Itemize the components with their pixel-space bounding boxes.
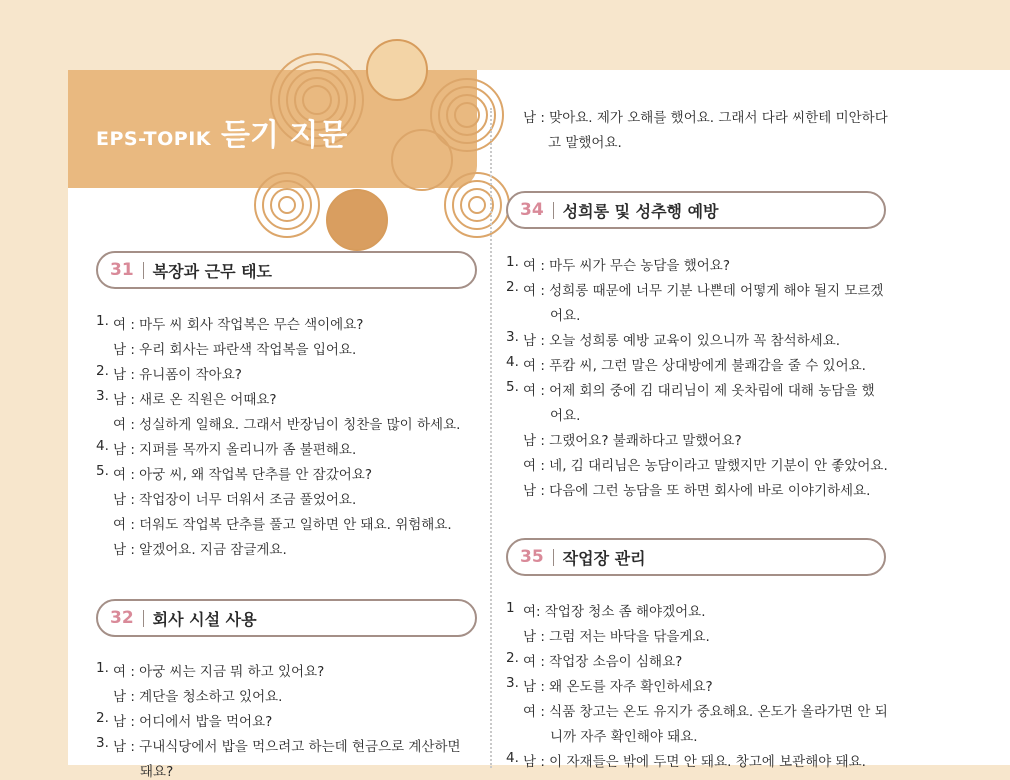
section-31-header	[96, 251, 477, 289]
section-title: 성희롱 및 성추행 예방	[562, 201, 719, 221]
section-35-header	[506, 538, 886, 576]
section-title: 회사 시설 사용	[152, 609, 257, 629]
section-32-header	[96, 599, 477, 637]
column-divider	[490, 108, 492, 768]
title-listening-script: 듣기 지문	[221, 118, 348, 153]
section-title: 작업장 관리	[562, 548, 646, 568]
workbook-page: EPS-TOPIK 듣기 지문 31 복장과 근무 태도 1. 여 : 마두 씨 회사 작업복은 무슨 색이에요? 남 : 우리 회사는 파란색 작업복을 입어요. 2. 남 : 유니폼이 작아요? 3. 남 : 새로 온 직원은 어때요? 여 : 성실하게 일해요. 그래서 반장님이 칭찬을 많이 하세요. 4. 남 : 지퍼를 목까지 올리니까 좀 불편해요. 5. 여 : 아궁 씨, 왜 작업복 단추를 안 잠갔어요? 남 : 작업장이 너무 더워서 조금 풀었어요. 여 : 더워도 작업복 단추를 풀고 일하면 안 돼요. 위험해요. 남 : 알겠어요. 지금 잠글게요. 32 회사 시설 사용 1. 여 : 아궁 씨는 지금 뭐 하고 있어요? 남 : 계단을 청소하고 있어요. 2. 남 : 어디에서 밥을 먹어요? 3. 남 : 구내식당에서 밥을 먹으려고 하는데 현금으로 계산하면 돼요? 남 : 맞아요. 제가 오해를 했어요. 그래서 다라 씨한테 미안하다 고 말했어요. 34 성희롱 및 성추행 예방 1. 여 : 마두 씨가 무슨 농담을 했어요? 2. 여 : 성희롱 때문에 너무 기분 나쁜데 어떻게 해야 될지 모르겠 어요. 3. 남 : 오늘 성희롱 예방 교육이 있으니까 꼭 참석하세요. 4. 여 : 푸캄 씨, 그런 말은 상대방에게 불쾌감을 줄 수 있어요. 5. 여 : 어제 회의 중에 김 대리님이 제 옷차림에 대해 농담을 했 어요. 남 : 그랬어요? 불쾌하다고 말했어요? 여 : 네, 김 대리님은 농담이라고 말했지만 기분이 안 좋았어요. 남 : 다음에 그런 농담을 또 하면 회사에 바로 이야기하세요. 35 작업장 관리 1 여: 작업장 청소 좀 해야겠어요. 남 : 그럼 저는 바닥을 닦을게요. 2. 여 : 작업장 소음이 심해요? 3. 남 : 왜 온도를 자주 확인하세요? 여 : 식품 창고는 온도 유지가 중요해요. 온도가 올라가면 안 되 니까 자주 확인해야 돼요. 4. 남 : 이 자재들은 밖에 두면 안 돼요. 창고에 보관해야 돼요.	[68, 70, 1010, 765]
section-number: 31	[110, 262, 144, 279]
page-title	[96, 110, 347, 154]
title-eps-topik: EPS-TOPIK	[96, 128, 212, 150]
section-number: 34	[520, 202, 554, 219]
section-title: 복장과 근무 태도	[152, 261, 273, 281]
section-34-header	[506, 191, 886, 229]
section-number: 35	[520, 549, 554, 566]
section-number: 32	[110, 610, 144, 627]
header-banner	[68, 70, 477, 188]
